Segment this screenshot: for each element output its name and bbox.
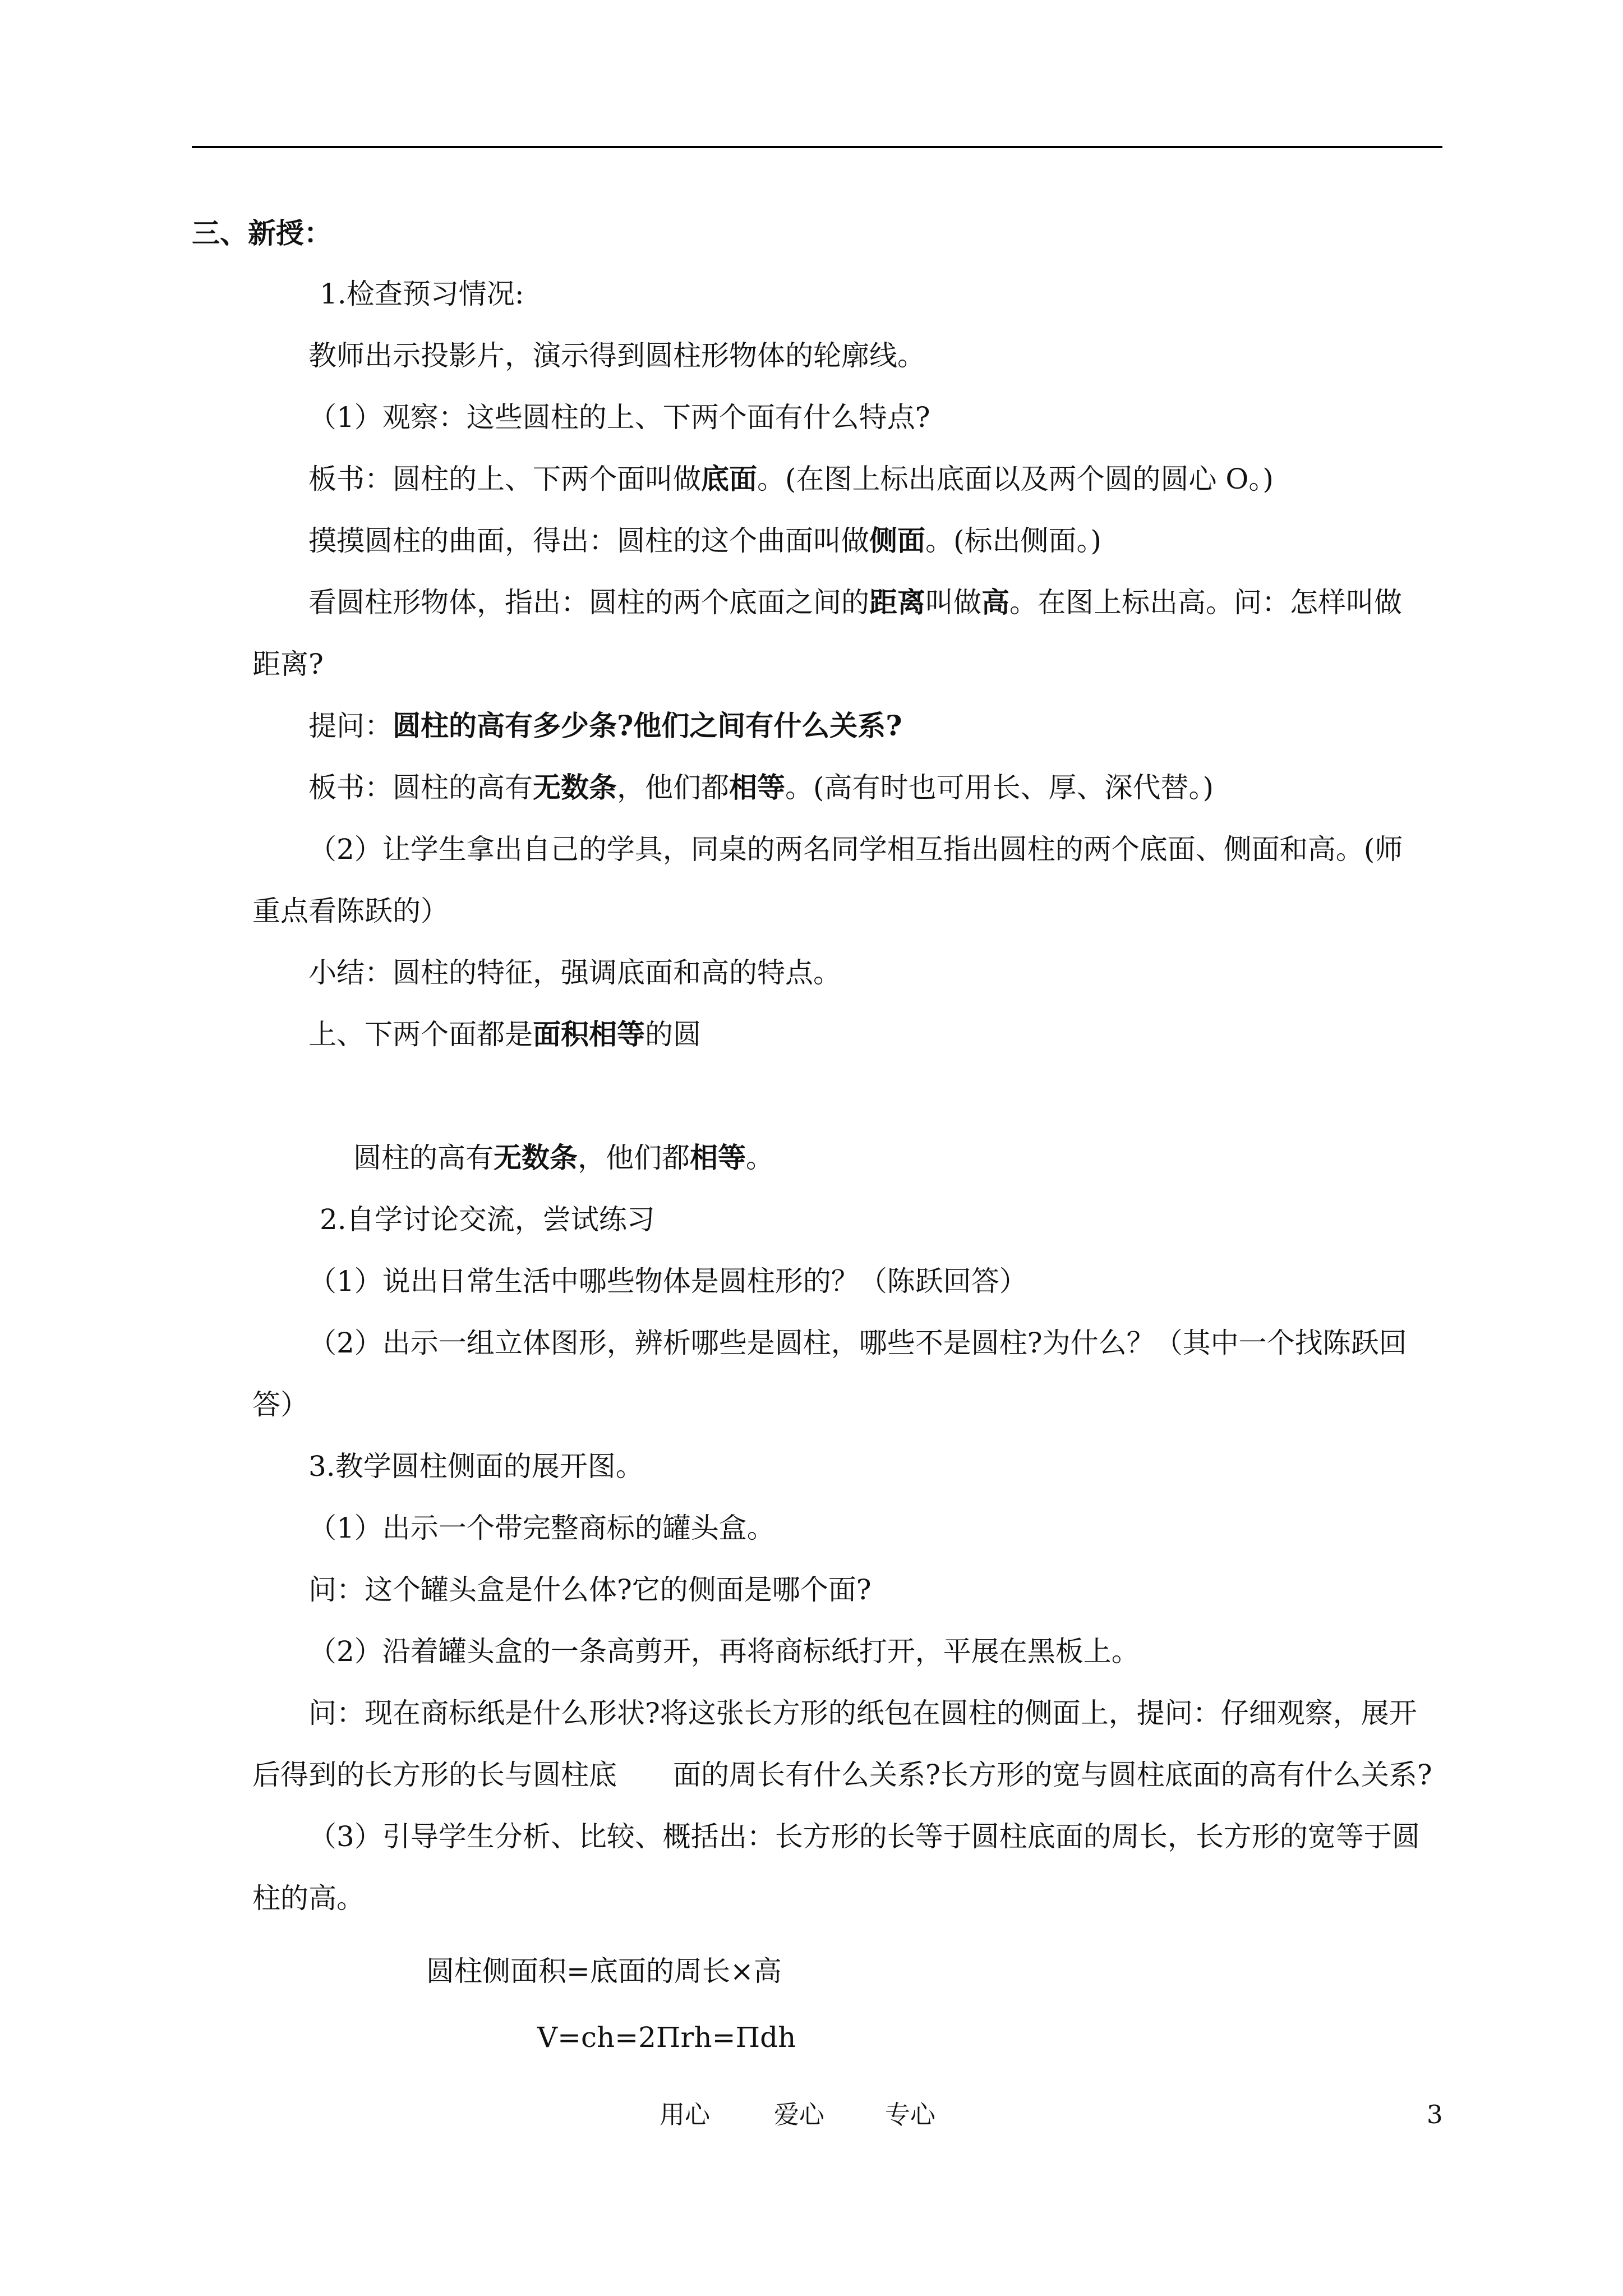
formula-expression: V=ch=2Πrh=Πdh: [537, 2021, 796, 2054]
formula-lateral-area: 圆柱侧面积=底面的周长×高: [426, 1955, 782, 1987]
line-side-face: [308, 524, 1101, 558]
question-bold: 圆柱的高有多少条?他们之间有什么关系?: [393, 709, 902, 742]
line-self-study: 2.自学讨论交流，尝试练习: [320, 1203, 655, 1236]
text: 看圆柱形物体，指出：圆柱的两个底面之间的: [308, 586, 869, 619]
text: ，他们都: [578, 1142, 690, 1174]
line-identify-shapes-cont: 答）: [252, 1388, 308, 1421]
term-equal-area: 面积相等: [533, 1018, 645, 1051]
line-height-countless: [353, 1141, 774, 1175]
text: 板书：圆柱的高有: [308, 771, 533, 804]
line-label-shape-cont: 后得到的长方形的长与圆柱底 面的周长有什么关系?长方形的宽与圆柱底面的高有什么关系?: [252, 1759, 1432, 1791]
term-height: 高: [981, 586, 1009, 619]
term-base: 底面: [701, 462, 757, 495]
text: 。(高有时也可用长、厚、深代替。): [785, 771, 1214, 804]
text: 上、下两个面都是: [308, 1018, 533, 1051]
header-rule: [192, 146, 1442, 148]
text: 的圆: [645, 1018, 701, 1051]
line-summary: 小结：圆柱的特征，强调底面和高的特点。: [308, 956, 841, 989]
line-identify-shapes: （2）出示一组立体图形，辨析哪些是圆柱，哪些不是圆柱?为什么？（其中一个找陈跃回: [308, 1327, 1407, 1359]
line-observe: （1）观察：这些圆柱的上、下两个面有什么特点?: [308, 401, 930, 434]
text: 叫做: [925, 586, 981, 619]
line-unfolding: 3.教学圆柱侧面的展开图。: [308, 1450, 644, 1483]
line-label-shape: 问：现在商标纸是什么形状?将这张长方形的纸包在圆柱的侧面上，提问：仔细观察，展开: [308, 1697, 1417, 1729]
text: ，他们都: [617, 771, 729, 804]
line-guide-students: （3）引导学生分析、比较、概括出：长方形的长等于圆柱底面的周长，长方形的宽等于圆: [308, 1820, 1420, 1853]
page-number: 3: [1427, 2100, 1443, 2129]
text: 。(在图上标出底面以及两个圆的圆心 O。): [757, 463, 1274, 495]
line-daily-objects: （1）说出日常生活中哪些物体是圆柱形的？（陈跃回答）: [308, 1265, 1027, 1297]
line-board-height: [308, 771, 1214, 804]
text: 圆柱的高有: [353, 1142, 494, 1174]
line-can-box: （1）出示一个带完整商标的罐头盒。: [308, 1512, 775, 1544]
line-guide-students-cont: 柱的高。: [252, 1882, 365, 1915]
term-side: 侧面: [869, 524, 925, 557]
footer-motto-1: 用心: [660, 2100, 711, 2129]
line-board-base: [308, 462, 1274, 496]
section-title: 三、新授：: [192, 217, 332, 250]
footer-motto-2: 爱心: [774, 2100, 825, 2129]
text: 。在图上标出高。问：怎样叫做: [1009, 586, 1402, 619]
term-countless: 无数条: [494, 1141, 578, 1174]
line-circles-equal: [308, 1018, 701, 1051]
text: 。: [746, 1142, 774, 1174]
footer-motto-3: 专心: [885, 2100, 936, 2129]
line-height-def-cont: 距离?: [252, 648, 324, 680]
line-students-tools-cont: 重点看陈跃的）: [252, 895, 449, 927]
term-equal: 相等: [690, 1141, 746, 1174]
text: 板书：圆柱的上、下两个面叫做: [308, 463, 701, 495]
text: 摸摸圆柱的曲面，得出：圆柱的这个曲面叫做: [308, 524, 869, 557]
line-students-tools: （2）让学生拿出自己的学具，同桌的两名同学相互指出圆柱的两个底面、侧面和高。(师: [308, 833, 1403, 866]
text: 提问：: [308, 710, 393, 742]
text: 。(标出侧面。): [925, 524, 1102, 557]
term-equal: 相等: [729, 771, 785, 804]
line-height-def: [308, 586, 1402, 619]
line-cut-open: （2）沿着罐头盒的一条高剪开，再将商标纸打开，平展在黑板上。: [308, 1635, 1140, 1668]
term-countless: 无数条: [533, 771, 617, 804]
line-can-question: 问：这个罐头盒是什么体?它的侧面是哪个面?: [308, 1573, 872, 1606]
line-check-preview: 1.检查预习情况:: [320, 278, 524, 310]
line-question: [308, 709, 902, 743]
term-distance: 距离: [869, 586, 925, 619]
line-teacher-shows: 教师出示投影片，演示得到圆柱形物体的轮廓线。: [308, 339, 925, 372]
